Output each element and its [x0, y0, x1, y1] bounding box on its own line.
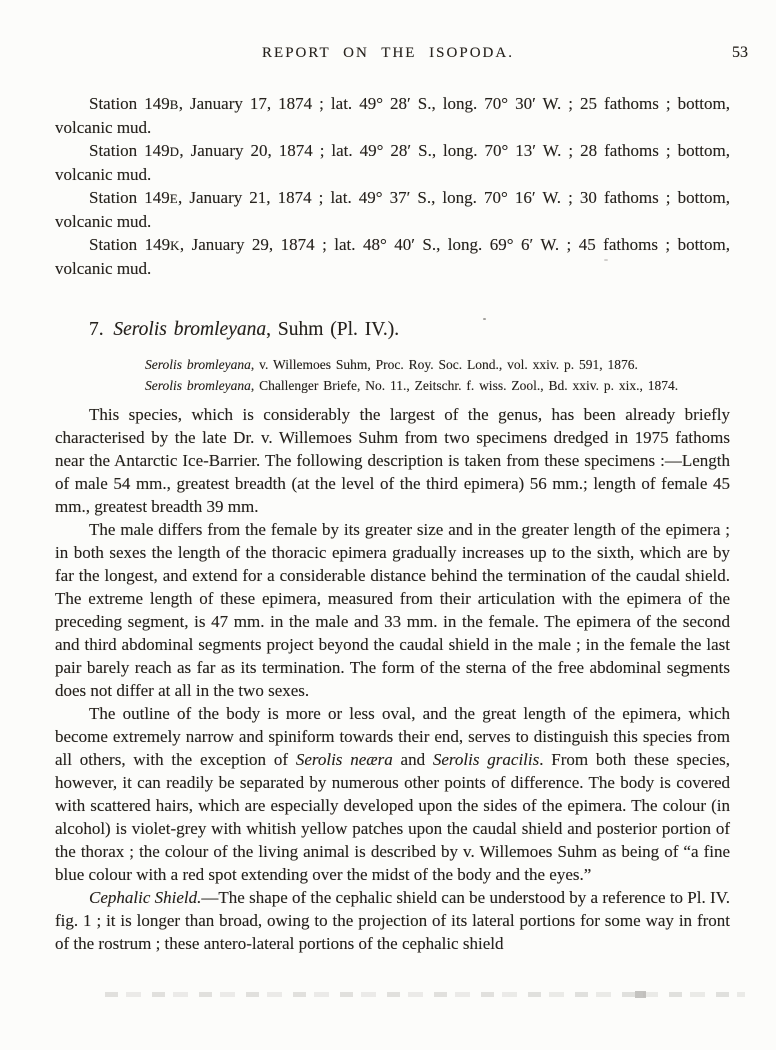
- synonymy-citation: [145, 354, 730, 375]
- body-paragraph: [55, 886, 730, 955]
- italic-text: Serolis bromleyana: [145, 378, 251, 393]
- body-paragraph: [55, 403, 730, 518]
- text-run: The outline of the body is more or less oval, and the great length of the epimera, which become extremely narrow and spiniform towards their end, serves to distinguish this species from all others, with the exception of: [55, 704, 730, 769]
- synonymy-citation: [145, 375, 730, 396]
- synonymy-list: [145, 354, 730, 396]
- station-list: [55, 92, 730, 280]
- text-run: This species, which is considerably the largest of the genus, has been already briefly characterised by the late Dr. v. Willemoes Suhm from two specimens dredged in 1975 fathoms near the Antarctic Ice-Barrier. The following description is taken from these specimens :—Length of male 54 mm., greatest breadth (at the level of the third epimera) 56 mm.; length of female 45 mm., greatest breadth 39 mm.: [55, 405, 730, 516]
- species-name: Serolis bromleyana: [113, 319, 267, 340]
- species-heading: [55, 319, 730, 341]
- text-run: and: [392, 750, 433, 769]
- italic-text: Serolis neæra: [295, 750, 393, 769]
- text-run: Station 149: [89, 94, 170, 113]
- small-caps-text: B: [169, 97, 179, 112]
- italic-text: Serolis bromleyana: [145, 357, 251, 372]
- text-run: Station 149: [89, 235, 171, 254]
- text-run: , January 17, 1874 ; lat. 49° 28′ S., long. 70° 30′ W. ; 25 fathoms ; bottom, volcanic mud.: [55, 94, 731, 137]
- species-number: 7.: [89, 319, 114, 340]
- text-run: The male differs from the female by its greater size and in the greater length of the epimera ; in both sexes the length of the thoracic epimera gradually increases up to the sixth, which are by far the longest, and extend for a considerable distance behind the termination of the caudal shield. The extreme length of these epimera, measured from their articulation with the epimera of the preceding segment, is 47 mm. in the male and 33 mm. in the female. The epimera of the second and third abdominal segments project beyond the caudal shield in the male ; in the female the last pair barely reach as far as its termination. The form of the sterna of the free abdominal segments does not differ at all in the two sexes.: [55, 520, 730, 700]
- scan-speck: [483, 318, 486, 320]
- italic-text: Cephalic Shield.: [89, 888, 202, 907]
- small-caps-text: D: [169, 144, 180, 159]
- page-content: [0, 92, 776, 955]
- text-run: . From both these species, however, it can readily be separated by numerous other points of difference. The body is covered with scattered hairs, which are especially developed upon the sides of the epimera. The colour (in alcohol) is violet-grey with whitish yellow patches upon the caudal shield and posterior portion of the thorax ; the colour of the living animal is described by v. Willemoes Suhm as being of “a fine blue colour with a red spot extending over the midst of the body and the eyes.”: [55, 750, 731, 884]
- body-paragraph: [55, 702, 730, 886]
- body-paragraph: [55, 518, 730, 702]
- text-run: , Challenger Briefe, No. 11., Zeitschr. f. wiss. Zool., Bd. xxiv. p. xix., 1874.: [250, 378, 679, 393]
- text-run: , January 20, 1874 ; lat. 49° 28′ S., long. 70° 13′ W. ; 28 fathoms ; bottom, volcanic mud.: [55, 141, 730, 184]
- faint-cutoff-text: [105, 992, 745, 997]
- species-heading-rest: , Suhm (Pl. IV.).: [266, 319, 400, 340]
- text-run: Station 149: [89, 141, 170, 160]
- station-entry: [55, 233, 730, 280]
- scan-speck: [604, 259, 608, 261]
- scan-smudge: [635, 991, 646, 998]
- text-run: , January 29, 1874 ; lat. 48° 40′ S., long. 69° 6′ W. ; 45 fathoms ; bottom, volcanic mud.: [55, 235, 731, 278]
- small-caps-text: K: [170, 238, 180, 253]
- station-entry: [55, 139, 730, 186]
- text-run: , v. Willemoes Suhm, Proc. Roy. Soc. Lond., vol. xxiv. p. 591, 1876.: [250, 357, 638, 372]
- text-run: , January 21, 1874 ; lat. 49° 37′ S., long. 70° 16′ W. ; 30 fathoms ; bottom, volcanic mud.: [55, 188, 731, 231]
- italic-text: Serolis gracilis: [432, 750, 540, 769]
- page-number: 53: [732, 44, 748, 61]
- text-run: —The shape of the cephalic shield can be understood by a reference to Pl. IV. fig. 1 ; it is longer than broad, owing to the projection of its lateral portions for some way in front of the rostrum ; these antero-lateral portions of the cephalic shield: [55, 888, 730, 953]
- text-run: Station 149: [89, 188, 170, 207]
- body-paragraphs: [55, 403, 730, 955]
- running-title: REPORT ON THE ISOPODA.: [262, 45, 514, 61]
- small-caps-text: E: [169, 191, 179, 206]
- running-header: [0, 0, 776, 67]
- station-entry: [55, 92, 730, 139]
- station-entry: [55, 186, 730, 233]
